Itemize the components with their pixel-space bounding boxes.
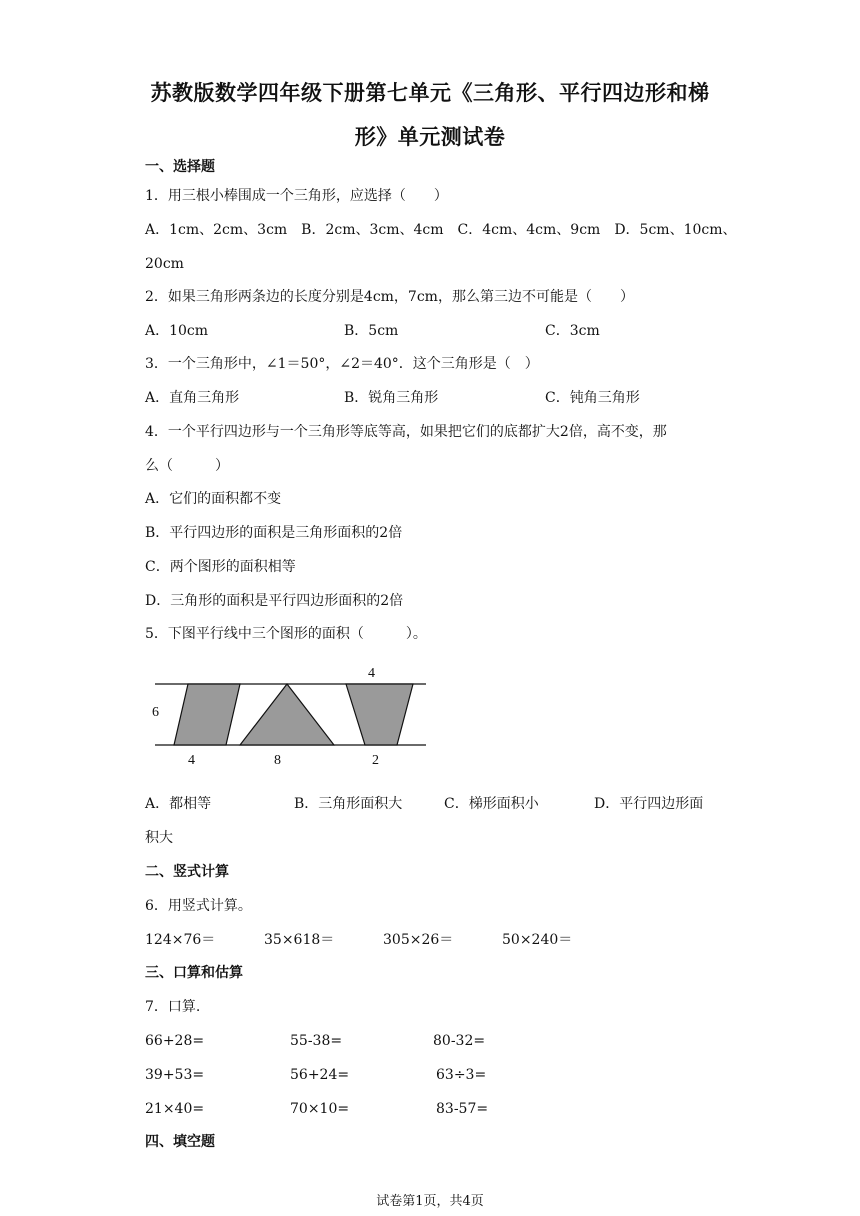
section-heading-choice: 一、选择题 [145,159,215,175]
question-4: 4．一个平行四边形与一个三角形等底等高，如果把它们的底都扩大2倍，高不变，那 [145,424,667,440]
question-5-option-d: D．平行四边形面 [594,796,704,812]
page-title-line2: 形》单元测试卷 [354,125,506,149]
mental-calc-item: 21×40= [145,1101,205,1117]
question-4-cont: 么（ ） [145,458,229,474]
triangle-base-label: 8 [274,753,281,768]
question-7: 7．口算. [145,999,201,1015]
mental-calc-item: 66+28= [145,1033,205,1049]
question-6: 6．用竖式计算。 [145,898,252,914]
calc-item: 50×240＝ [502,932,573,948]
question-3: 3．一个三角形中，∠1＝50°，∠2＝40°．这个三角形是（ ） [145,356,539,372]
question-4-option-a: A．它们的面积都不变 [145,491,282,507]
question-5-option-c: C．梯形面积小 [444,796,539,812]
question-4-option-b: B．平行四边形的面积是三角形面积的2倍 [145,525,403,541]
question-1: 1．用三根小棒围成一个三角形，应选择（ ） [145,188,448,204]
calc-item: 305×26＝ [383,932,454,948]
parallelogram-shape [174,684,240,745]
trapezoid-top-label: 4 [368,666,375,681]
mental-calc-item: 56+24= [290,1067,350,1083]
height-label: 6 [152,705,159,720]
question-1-options-cont: 20cm [145,256,184,272]
section-heading-mental-calc: 三、口算和估算 [145,965,243,981]
mental-calc-item: 63÷3= [436,1067,487,1083]
section-heading-fill-blank: 四、填空题 [145,1134,215,1150]
question-2-option-c: C．3cm [545,323,600,339]
question-4-option-d: D．三角形的面积是平行四边形面积的2倍 [145,593,404,609]
question-4-option-c: C．两个图形的面积相等 [145,559,296,575]
question-5-option-b: B．三角形面积大 [294,796,403,812]
parallelogram-base-label: 4 [188,753,195,768]
mental-calc-item: 80-32= [433,1033,486,1049]
mental-calc-item: 55-38= [290,1033,343,1049]
page-title-line1: 苏教版数学四年级下册第七单元《三角形、平行四边形和梯 [150,81,710,105]
mental-calc-item: 39+53= [145,1067,205,1083]
question-2-option-a: A．10cm [145,323,209,339]
mental-calc-item: 83-57= [436,1101,489,1117]
question-1-options: A．1cm、2cm、3cm B．2cm、3cm、4cm C．4cm、4cm、9cm D．5cm、10cm、 [145,222,737,238]
section-heading-vertical-calc: 二、竖式计算 [145,864,229,880]
trapezoid-shape [346,684,413,745]
question-5: 5．下图平行线中三个图形的面积（ ）。 [145,626,427,642]
calc-item: 35×618＝ [264,932,335,948]
page-footer: 试卷第1页，共4页 [376,1194,484,1209]
calc-item: 124×76＝ [145,932,216,948]
question-3-option-c: C．钝角三角形 [545,390,640,406]
parallel-lines-figure [140,660,440,772]
question-5-option-a: A．都相等 [145,796,212,812]
triangle-shape [240,684,334,745]
question-5-option-d-cont: 积大 [145,830,173,846]
question-2: 2．如果三角形两条边的长度分别是4cm，7cm，那么第三边不可能是（ ） [145,289,634,305]
question-2-option-b: B．5cm [344,323,399,339]
trapezoid-bottom-label: 2 [372,753,379,768]
mental-calc-item: 70×10= [290,1101,350,1117]
question-3-option-a: A．直角三角形 [145,390,240,406]
question-3-option-b: B．锐角三角形 [344,390,439,406]
